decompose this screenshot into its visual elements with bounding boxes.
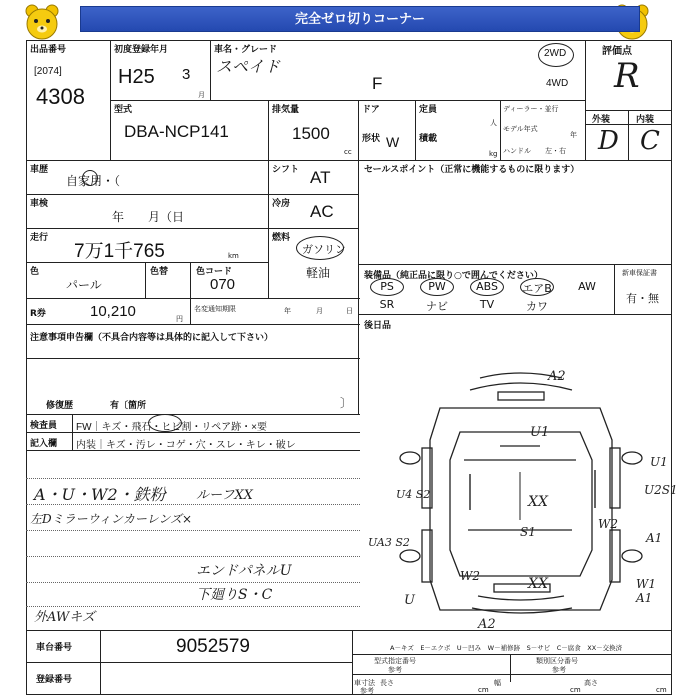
handle-values: 左・右: [545, 147, 566, 155]
deadline-day: 日: [346, 307, 353, 315]
mark-xx-roof: XX: [528, 494, 548, 510]
equipment-item: PW: [428, 280, 446, 293]
repair-presence: 有〔箇所: [110, 401, 147, 411]
bear-mascot-icon: [22, 2, 62, 42]
length-cm: cm: [478, 686, 489, 694]
history-label: 車歴: [30, 165, 49, 175]
height-cm: cm: [656, 686, 667, 694]
capacity-label: 定員: [419, 105, 438, 115]
mileage: 7万1千765: [74, 241, 165, 262]
chassis-number: 9052579: [176, 636, 250, 657]
damage-legend: A－キズ E－エクボ U－凹み W－補修跡 S－サビ C－腐食 XX－交換済: [390, 644, 623, 652]
stone-chip-circle: [148, 414, 182, 432]
yen-unit: 円: [176, 315, 183, 323]
ref-3: 参考: [360, 687, 374, 695]
exterior-label: 外装: [592, 115, 611, 125]
sales-point-label: セールスポイント（正常に機能するものに限ります）: [364, 165, 580, 175]
page-banner: [80, 6, 640, 32]
equipment-item: TV: [479, 298, 495, 311]
mark-u2s1: U2S1: [644, 483, 678, 497]
chassis-number-label: 車台番号: [36, 643, 73, 653]
inspector-section-label: 検査員: [30, 421, 58, 431]
model-year-label: モデル年式: [503, 125, 538, 133]
usage-text: 自家用・（: [66, 174, 121, 188]
mark-ua3s2: UA3 S2: [368, 536, 410, 549]
fuel-value: ガソリン: [302, 244, 346, 256]
drive-4wd: 4WD: [546, 78, 569, 89]
handle-label: ハンドル: [503, 147, 531, 155]
mark-w2-right: W2: [598, 517, 618, 531]
after-sale-label: 後日品: [364, 321, 392, 331]
mark-w1-right: W1: [636, 577, 656, 591]
owner-mark-label: 名変通知期限: [194, 305, 236, 313]
month-unit: 月: [198, 91, 205, 99]
equipment-item: カワ: [526, 300, 548, 313]
shift-value: AT: [310, 168, 331, 187]
equipment-circle: [370, 278, 404, 296]
lot-number-label: 出品番号: [30, 45, 67, 55]
equipment-item: エアB: [522, 282, 552, 295]
lot-number: 4308: [36, 84, 85, 109]
inspector-row-2: 内装｜キズ・汚レ・コゲ・穴・スレ・キレ・破レ: [76, 440, 296, 451]
inspection-label: 車検: [30, 199, 49, 209]
equipment-circle: [420, 278, 454, 296]
vehicle-dims-label: 車寸法: [354, 679, 375, 687]
mark-a1-right: A1: [646, 531, 663, 545]
equipment-circle: [470, 278, 504, 296]
fuel-label: 燃料: [272, 233, 291, 243]
registration-number-label: 登録番号: [36, 675, 73, 685]
width-label: 幅: [494, 679, 501, 687]
mark-xx-rear: XX: [528, 576, 548, 592]
recycle-amount: 10,210: [90, 303, 136, 320]
length-label: 長さ: [380, 679, 394, 687]
equipment-item: AW: [578, 280, 596, 293]
fuel-alt: 軽油: [306, 266, 331, 280]
mileage-label: 走行: [30, 233, 49, 243]
inspection-text: 年 月（日: [112, 210, 185, 224]
car-name: スペイド: [216, 57, 281, 76]
dealer-parallel-label: ディーラー・並行: [503, 105, 559, 113]
color-code-label: 色コード: [196, 267, 233, 277]
repair-history-label: 修復歴: [46, 401, 74, 411]
mark-w2-left: W2: [460, 569, 480, 583]
warranty-options: 有・無: [626, 293, 659, 305]
deadline-month: 月: [316, 307, 323, 315]
interior-grade: C: [640, 126, 660, 156]
classification-label: 類別区分番号: [536, 657, 578, 665]
color-label: 色: [30, 267, 40, 277]
new-car-warranty-label: 新車保証書: [622, 269, 657, 277]
mark-bottom-a2: A2: [478, 617, 496, 632]
car-name-grade-label: 車名・グレード: [214, 45, 278, 55]
registration-month: 3: [182, 66, 191, 83]
doors-label: ドア: [362, 105, 380, 115]
load-label: 積載: [419, 134, 438, 144]
inspector-row-1: FW｜キズ・飛石・ヒビ割・リペア跡・×要: [76, 422, 267, 433]
entry-section-label: 記入欄: [30, 439, 58, 449]
person-unit: 人: [490, 119, 497, 127]
note-line-3: エンドパネルU: [196, 563, 292, 579]
equipment-item: SR: [379, 298, 395, 311]
year-unit: 年: [570, 131, 577, 139]
color-code: 070: [210, 276, 236, 293]
equipment-label: 装備品（純正品に限り○で囲んでください）: [364, 271, 543, 281]
width-cm: cm: [570, 686, 581, 694]
shift-label: シフト: [272, 165, 300, 175]
equipment-circle: [520, 278, 554, 296]
model-type: DBA-NCP141: [124, 122, 229, 141]
note-line-5: 外AWキズ: [34, 610, 95, 625]
car-grade: F: [372, 74, 383, 93]
interior-label: 内装: [636, 115, 655, 125]
recycle-label: R券: [30, 309, 46, 319]
evaluation-score: R: [614, 56, 640, 96]
mark-a1-rear: A1: [636, 591, 653, 605]
repair-close: 〕: [340, 396, 353, 410]
cooler-value: AC: [310, 202, 334, 221]
ref-2: 参考: [552, 666, 566, 674]
evaluation-label: 評価点: [602, 46, 632, 57]
note-line-1b: ルーフXX: [196, 488, 253, 503]
kg-unit: kg: [489, 150, 498, 158]
mark-u4s2: U4 S2: [396, 488, 431, 501]
mark-top-a2: A2: [548, 369, 566, 384]
height-label: 高さ: [584, 679, 598, 687]
note-line-1: A・U・W2・鉄粉: [34, 485, 166, 504]
drive-2wd: 2WD: [544, 48, 567, 59]
mark-s1: S1: [520, 525, 536, 539]
mark-u-left-door: U: [404, 593, 415, 608]
mark-u1-front: U1: [530, 425, 550, 440]
displacement: 1500: [292, 124, 330, 143]
car-damage-diagram: [360, 340, 678, 632]
first-registration-label: 初度登録年月: [114, 45, 169, 55]
note-line-2: 左Dミラーウィンカーレンズ×: [30, 512, 193, 526]
notes-title: 注意事項申告欄（不具合内容等は具体的に記入して下さい）: [30, 333, 274, 343]
lot-code: [2074]: [34, 66, 62, 77]
color-change-label: 色替: [150, 267, 169, 277]
body-shape: W: [386, 134, 400, 150]
exterior-grade: D: [598, 126, 619, 156]
equipment-item: ABS: [476, 280, 498, 293]
registration-year: H25: [118, 66, 155, 88]
displacement-label: 排気量: [272, 105, 300, 115]
equipment-item: PS: [380, 280, 394, 293]
banner-title: 完全ゼロ切りコーナー: [294, 12, 425, 27]
deadline-year: 年: [284, 307, 291, 315]
note-line-4: 下廻りS・C: [196, 587, 273, 603]
cooler-label: 冷房: [272, 199, 291, 209]
ref-1: 参考: [388, 666, 402, 674]
body-shape-label: 形状: [362, 134, 381, 144]
color-name: パール: [66, 278, 102, 292]
mark-u1-right: U1: [650, 455, 668, 469]
model-type-label: 型式: [114, 105, 133, 115]
form-spec-label: 型式指定番号: [374, 657, 416, 665]
cc-unit: cc: [344, 148, 352, 156]
equipment-item: ナビ: [426, 300, 448, 313]
km-unit: km: [228, 252, 239, 260]
